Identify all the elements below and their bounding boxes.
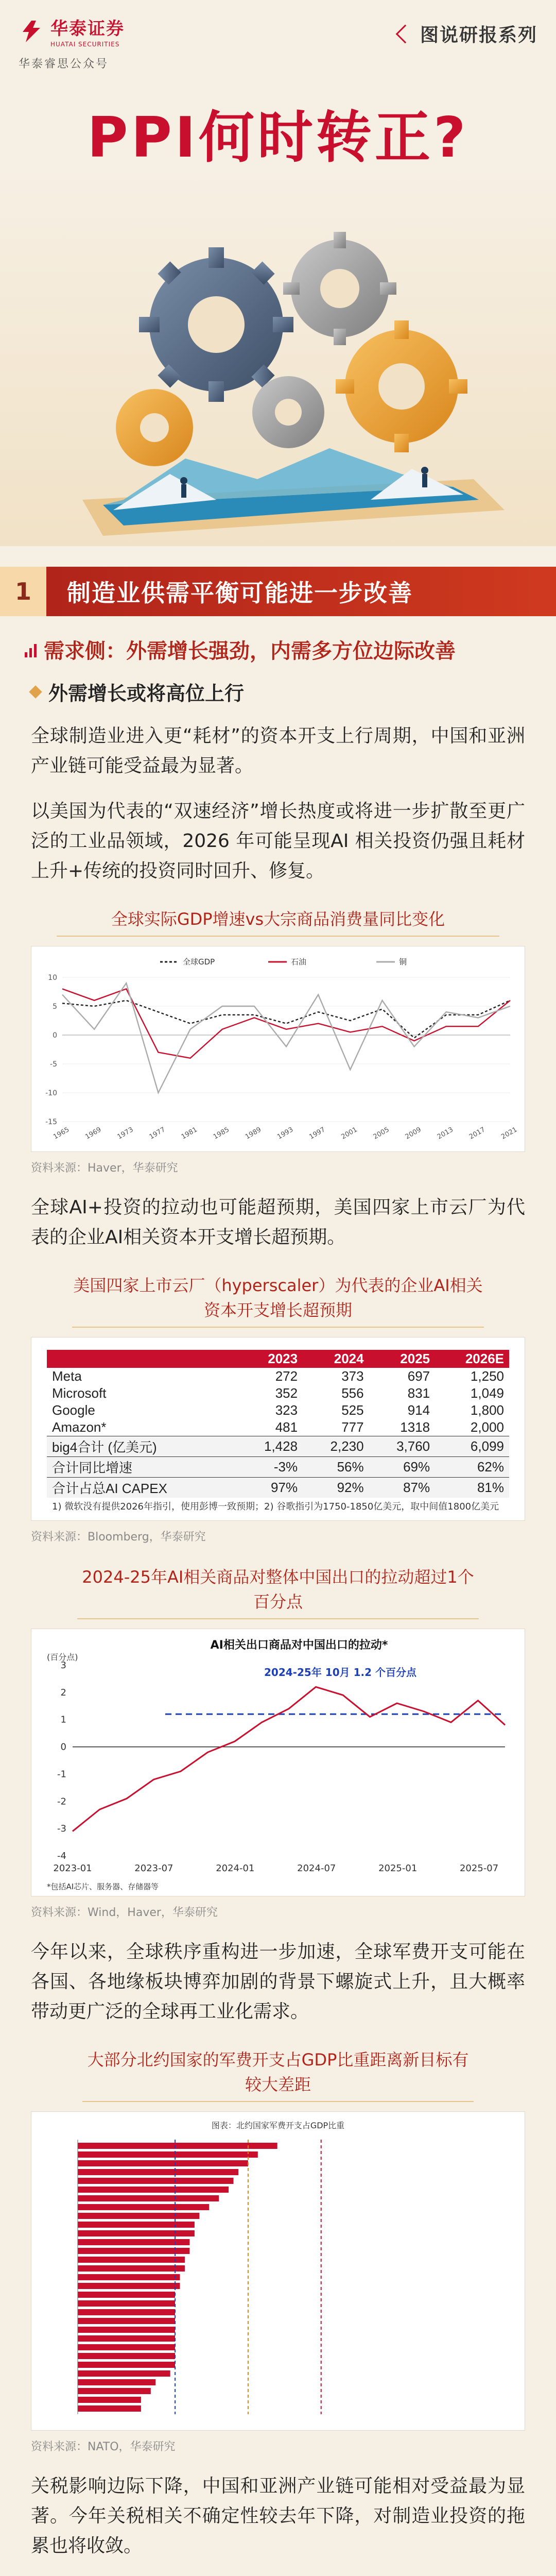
- table-row: [47, 1402, 509, 1419]
- chart2-title-text: 2024-25年AI相关商品对整体中国出口的拉动超过1个百分点: [82, 1567, 474, 1612]
- y-tick-label: 0: [60, 1741, 66, 1753]
- table-row: [47, 1457, 509, 1478]
- bar: [78, 2344, 175, 2350]
- header: [0, 0, 556, 77]
- logo-text: 华泰证券: [50, 19, 125, 39]
- table-source: 资料来源：Bloomberg，华泰研究: [31, 1531, 206, 1544]
- y-tick-label: 1: [60, 1714, 66, 1725]
- legend-label: 石油: [291, 957, 307, 967]
- x-tick-label: 1977: [148, 1126, 167, 1141]
- diamond-icon: [29, 685, 42, 698]
- y-tick-label: -15: [45, 1118, 57, 1126]
- table-cell: 373: [341, 1368, 364, 1384]
- subheading: [25, 635, 556, 664]
- chart3-svg: [31, 2112, 525, 2430]
- subheading-text: 需求侧：外需增长强劲，内需多方位边际改善: [44, 639, 456, 663]
- x-tick-label: 2021: [500, 1126, 519, 1141]
- chart3-title-text: 大部分北约国家的军费开支占GDP比重距离新目标有较大差距: [87, 2050, 469, 2094]
- table-header-row: [47, 1350, 509, 1368]
- legend-label: 铜: [399, 957, 407, 967]
- legend-label: 全球GDP: [183, 957, 215, 967]
- chart-title: [82, 2047, 474, 2102]
- x-tick-label: 2025-01: [378, 1863, 418, 1874]
- y-tick-label: -2: [57, 1796, 66, 1807]
- bar: [78, 2178, 234, 2184]
- chart-source: 资料来源：NATO，华泰研究: [31, 2441, 176, 2453]
- annotation: 2024-25年 10月 1.2 个百分点: [264, 1666, 416, 1679]
- bar: [78, 2335, 175, 2342]
- logo-text-en: HUATAI SECURITIES: [50, 41, 120, 48]
- bar: [78, 2309, 175, 2315]
- table-cell: 2,000: [470, 1419, 504, 1435]
- x-tick-label: 1993: [276, 1126, 295, 1141]
- series-label: 图说研报系列: [420, 25, 537, 46]
- table-header-cell: [47, 1350, 237, 1368]
- x-tick-label: 1973: [116, 1126, 135, 1141]
- section-title: 制造业供需平衡可能进一步改善: [46, 567, 556, 616]
- table-cell: 323: [275, 1402, 298, 1418]
- x-tick-label: 1985: [212, 1126, 231, 1141]
- table-row: [47, 1385, 509, 1402]
- table-cell: 2,230: [303, 1436, 369, 1457]
- table-cell: 97%: [237, 1478, 303, 1498]
- table-cell: 81%: [435, 1478, 509, 1498]
- bar: [78, 2248, 189, 2254]
- section-number: 1: [0, 567, 46, 616]
- account-name: 华泰睿思公众号: [19, 58, 109, 71]
- x-tick-label: 2024-01: [216, 1863, 255, 1874]
- bar: [78, 2222, 195, 2228]
- x-tick-label: 2005: [372, 1126, 391, 1141]
- table-header-cell: 2023: [237, 1350, 303, 1368]
- bar: [78, 2318, 175, 2324]
- series-line: [73, 1687, 505, 1831]
- bar: [78, 2195, 219, 2201]
- logo: [19, 14, 125, 48]
- bar: [78, 2397, 141, 2403]
- hero-illustration: [0, 170, 556, 546]
- x-tick-label: 1981: [180, 1126, 199, 1141]
- x-tick-label: 2023-07: [134, 1863, 173, 1874]
- table-cell: 3,760: [369, 1436, 436, 1457]
- bar: [78, 2300, 175, 2307]
- chart-footnote: *包括AI芯片、服务器、存储器等: [47, 1882, 159, 1891]
- table-cell: 831: [407, 1385, 430, 1401]
- chart-title: [77, 1565, 479, 1619]
- series-line: [62, 983, 510, 1093]
- table-cell: 合计占总AI CAPEX: [47, 1478, 237, 1498]
- x-tick-label: 2017: [468, 1126, 487, 1141]
- paragraph: 今年以来，全球秩序重构进一步加速，全球军费开支可能在各国、各地缘板块博弈加剧的背景下螺旋式上升，且大概率带动更广泛的全球再工业化需求。: [31, 1941, 525, 2022]
- chart-inner-title: 图表：北约国家军费开支占GDP比重: [211, 2121, 345, 2130]
- table-cell: 92%: [303, 1478, 369, 1498]
- bullet-point: [31, 677, 556, 706]
- paragraph: 全球制造业进入更“耗材”的资本开支上行周期，中国和亚洲产业链可能受益最为显著。: [31, 725, 525, 776]
- table-cell: 1,800: [470, 1402, 504, 1418]
- bar: [78, 2169, 238, 2175]
- x-tick-label: 2024-07: [297, 1863, 336, 1874]
- huatai-logo-icon: [19, 19, 44, 44]
- table-cell: 352: [275, 1385, 298, 1401]
- bar: [78, 2143, 277, 2149]
- table-cell: 62%: [435, 1457, 509, 1478]
- bar: [78, 2292, 175, 2298]
- bar: [78, 2388, 151, 2394]
- table-cell: Meta: [52, 1368, 82, 1384]
- table-cell: 1318: [400, 1419, 430, 1435]
- chart-title: [57, 907, 499, 937]
- bars-icon: [25, 642, 37, 657]
- table-cell: 69%: [369, 1457, 436, 1478]
- gears-illustration: [0, 170, 556, 546]
- bar: [78, 2283, 180, 2289]
- capex-table-box: [31, 1337, 525, 1521]
- bar: [78, 2213, 199, 2219]
- table-cell: 777: [341, 1419, 364, 1435]
- chart1-svg: [31, 946, 525, 1151]
- bar: [78, 2239, 189, 2245]
- chart3: [31, 2111, 525, 2431]
- bar: [78, 2187, 229, 2193]
- y-tick-label: -3: [57, 1823, 66, 1835]
- paragraph: 关税影响边际下降，中国和亚洲产业链可能相对受益最为显著。今年关税相关不确定性较去年下降，对制造业投资的拖累也将收敛。: [31, 2476, 525, 2556]
- y-tick-label: 0: [53, 1031, 57, 1040]
- x-tick-label: 1969: [84, 1126, 103, 1141]
- table-cell: Google: [52, 1402, 95, 1418]
- y-tick-label: 3: [60, 1660, 66, 1671]
- table-cell: 87%: [369, 1478, 436, 1498]
- table-row: [47, 1436, 509, 1457]
- table-note: 1) 微软没有提供2026年指引，使用彭博一致预期；2) 谷歌指引为1750-1850亿美元，取中间值1800亿美元: [52, 1501, 499, 1512]
- y-tick-label: 10: [48, 974, 57, 982]
- series-chevron-icon: [396, 24, 415, 43]
- gear-icon: [116, 389, 193, 466]
- bullet-text: 外需增长或将高位上行: [48, 682, 245, 705]
- table-header-cell: 2024: [303, 1350, 369, 1368]
- table-cell: 1,250: [470, 1368, 504, 1384]
- capex-table: [47, 1350, 509, 1498]
- unit-label: (百分点): [47, 1652, 78, 1662]
- bar: [78, 2379, 155, 2385]
- x-tick-label: 2023-01: [53, 1863, 92, 1874]
- series-tag: [398, 21, 537, 47]
- paragraph: 全球AI+投资的拉动也可能超预期，美国四家上市云厂为代表的企业AI相关资本开支增长超预期。: [31, 1197, 525, 1248]
- y-tick-label: -5: [50, 1060, 57, 1069]
- table-cell: 556: [341, 1385, 364, 1401]
- table-row: [47, 1419, 509, 1436]
- table-cell: 1,428: [237, 1436, 303, 1457]
- bar: [78, 2327, 175, 2333]
- table-cell: big4合计 (亿美元): [47, 1436, 237, 1457]
- chart2-svg: [31, 1629, 525, 1896]
- y-tick-label: 2: [60, 1687, 66, 1698]
- series-line: [62, 989, 510, 1058]
- y-tick-label: 5: [53, 1003, 57, 1011]
- table-cell: 481: [275, 1419, 298, 1435]
- chart-source: 资料来源：Wind，Haver，华泰研究: [31, 1906, 218, 1919]
- bar: [78, 2151, 258, 2158]
- bar: [78, 2362, 175, 2368]
- gear-icon: [252, 376, 324, 448]
- bar: [78, 2274, 180, 2280]
- bar: [78, 2353, 175, 2359]
- chart1-title-text: 全球实际GDP增速vs大宗商品消费量同比变化: [111, 909, 445, 929]
- bar: [78, 2265, 185, 2272]
- table-cell: Amazon*: [52, 1419, 107, 1435]
- chart-inner-title: AI相关出口商品对中国出口的拉动*: [210, 1639, 388, 1652]
- bar: [78, 2405, 141, 2412]
- x-tick-label: 2013: [436, 1126, 455, 1141]
- table-row: [47, 1368, 509, 1385]
- gear-icon: [139, 247, 293, 402]
- chart1: [31, 946, 525, 1152]
- table-cell: 914: [407, 1402, 430, 1418]
- table-cell: 697: [407, 1368, 430, 1384]
- y-tick-label: -1: [57, 1769, 66, 1780]
- bar: [78, 2204, 209, 2210]
- chart-source: 资料来源：Haver，华泰研究: [31, 1162, 178, 1175]
- paragraph: 以美国为代表的“双速经济”增长热度或将进一步扩散至更广泛的工业品领域，2026 年可能呈现AI 相关投资仍强且耗材上升+传统的投资同时回升、修复。: [31, 801, 525, 882]
- x-tick-label: 1997: [308, 1126, 327, 1141]
- table-title: [72, 1273, 484, 1328]
- table-cell: Microsoft: [52, 1385, 107, 1401]
- page-title: PPI何时转正?: [87, 106, 469, 170]
- table-row: [47, 1478, 509, 1498]
- bar: [78, 2160, 248, 2166]
- table-cell: -3%: [237, 1457, 303, 1478]
- brand-block: [19, 14, 125, 71]
- y-tick-label: -4: [57, 1851, 66, 1861]
- table-header-cell: 2026E: [435, 1350, 509, 1368]
- x-tick-label: 2009: [404, 1126, 423, 1141]
- chart2: [31, 1629, 525, 1896]
- y-tick-label: -10: [45, 1089, 57, 1097]
- table-cell: 合计同比增速: [47, 1457, 237, 1478]
- table-title-text: 美国四家上市云厂（hyperscaler）为代表的企业AI相关资本开支增长超预期: [73, 1276, 483, 1320]
- x-tick-label: 2025-07: [459, 1863, 499, 1874]
- x-tick-label: 1965: [52, 1126, 71, 1141]
- section-header: [0, 567, 556, 616]
- table-cell: 525: [341, 1402, 364, 1418]
- bar: [78, 2230, 195, 2236]
- table-cell: 1,049: [470, 1385, 504, 1401]
- x-tick-label: 2001: [340, 1126, 359, 1141]
- table-header-cell: 2025: [369, 1350, 436, 1368]
- bar: [78, 2370, 170, 2377]
- table-cell: 56%: [303, 1457, 369, 1478]
- bar: [78, 2257, 185, 2263]
- table-cell: 272: [275, 1368, 298, 1384]
- x-tick-label: 1989: [244, 1126, 263, 1141]
- table-cell: 6,099: [435, 1436, 509, 1457]
